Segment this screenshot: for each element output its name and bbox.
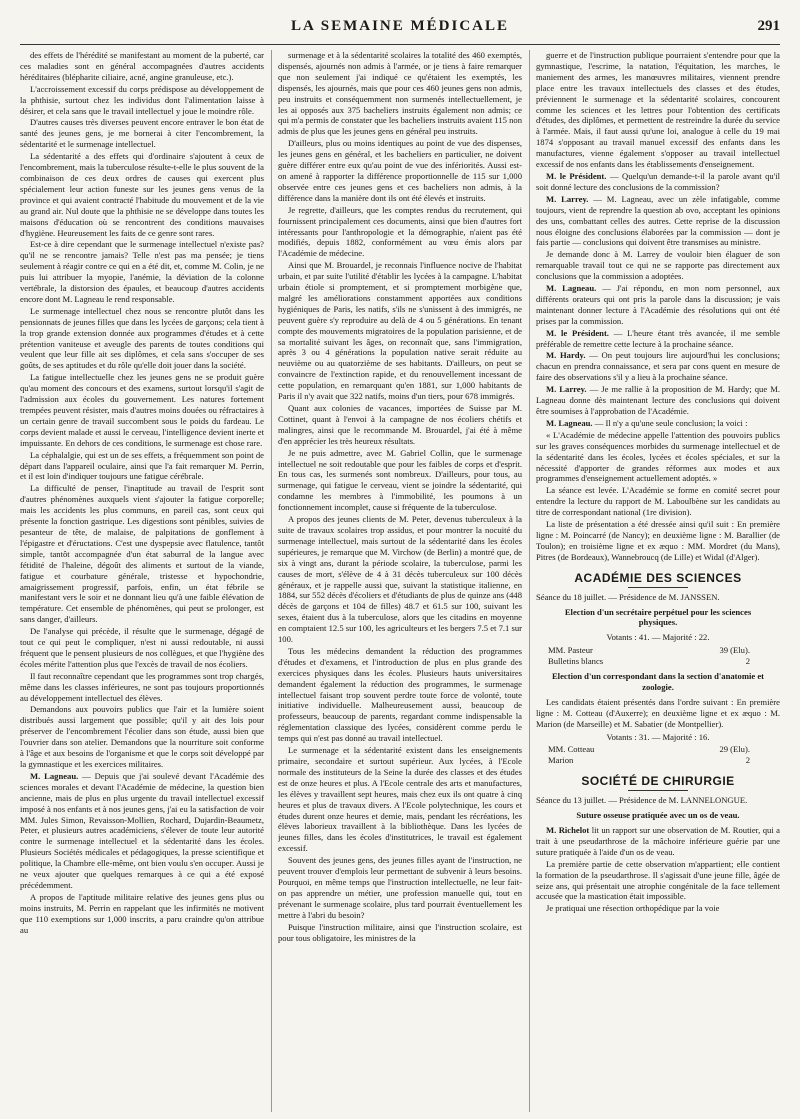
vote-count: Votants : 31. — Majorité : 16. (606, 731, 710, 742)
paragraph: Est-ce à dire cependant que le surmenage intellectuel n'existe pas? qu'il ne se rencontre jamais? Telle n'est pas ma pensée; je tiens seulement à réagir contre ce qui en a été dit, et, comme M. Colin, je ne puis lui attribuer la myopie, l'anémie, la déviation de la colonne vertébrale, la distorsion des épaules, et beaucoup d'autres accidents encore dont M. Lagneau le rend responsable. (20, 239, 264, 304)
speaker-name: M. Lagneau. (546, 283, 597, 294)
paragraph: A propos des jeunes clients de M. Peter, devenus tuberculeux à la suite de travaux scolaires trop assidus, et pour montrer la nocuité du surmenage intellectuel, mais surtout de la sédentarité dans les écoles supérieures, je remarque que M. Virchow (de Berlin) a montré que, de six à vingt ans, durant la période scolaire, la tuberculose, parmi les causes de mort, s'élève de 4 à 31 décès tuberculeux sur 100 décès généraux, et je rappelle aussi que, suivant la statistique italienne, en 1884, sur 552 décès d'écoliers et d'étudiants de plus de quinze ans (448 décès de garçons et 104 de filles) 48.7 et 61.5 sur 100, suivant les sexes, étaient dus à la tuberculose, alors que les citadins en moyenne en comptaient 12.5 sur 100, les agriculteurs et les bergers 7.5 et 7.1 sur 100. (278, 514, 522, 645)
vote-value: 39 (Elu). (719, 645, 750, 656)
election-title: Election d'un correspondant dans la section d'anatomie et zoologie. (551, 671, 765, 692)
vote-result-row (536, 744, 780, 755)
speech-text: — Depuis que j'ai soulevé devant l'Académie des sciences morales et devant l'Académie de médecine, la question bien ancienne, mais de plus en plus urgente du travail intellectuel excessif imposé à nos enfants et à nos jeunes gens, j'ai eu la satisfaction de voir MM. Jules Simon, Revaisson-Mollien, Rochard, Dujardin-Beaumetz, Peter, et plusieurs autres académiciens, s'élever de toute leur autorité contre le surmenage intellectuel et la sédentarité dans les écoles. Plusieurs Sociétés médicales et pédagogiques, la presse scientifique et politique, la Chambre elle-même, ont bien voulu s'en occuper. Aussi je ne veux ajouter que quelques remarques à ce qui a été exposé précédemment. (20, 770, 264, 890)
paragraph: La liste de présentation a été dressée ainsi qu'il suit : En première ligne : M. Poincarré (de Nancy); en deuxième ligne : M. Barallier (de Toulon); en troisième ligne et ex æquo : MM. Mordret (du Mans), Pitres (de Bordeaux), Wannebroucq (de Lille) et Widal (d'Alger). (536, 519, 780, 562)
paragraph: Je ne puis admettre, avec M. Gabriel Collin, que le surmenage intellectuel ne soit redoutable que pour les faibles de corps et d'esprit. En tous cas, les surmenés sont nombreux. D'ailleurs, pour tous, au surmenage, qui fatigue le cerveau, vient se joindre la sédentarité, qui condamne les membres à l'immobilité, les poumons à un fonctionnement incomplet, cause si fréquente de la tuberculose. (278, 447, 522, 513)
column-divider (271, 50, 272, 1112)
paragraph: Le surmenage et la sédentarité existent dans les enseignements primaire, secondaire et surtout supérieur. Aux lycées, à l'Ecole normale des instituteurs de la Seine la durée des classes et des études est de onze heures et plus. A l'Ecole centrale des arts et manufactures, les élèves y travaillent sept heures, mais chez eux ils ont quatre à cinq heures et plus de travaux divers. A l'Ecole polytechnique, les cours et études durent onze heures et demie, mais, pendant les récréations, les élèves laborieux travaillent à la bibliothèque. Dans les lycées de jeunes filles, dans les écoles d'institutrices, le travail est également excessif. (278, 745, 522, 854)
speech-paragraph (536, 328, 780, 350)
vote-value: 2 (745, 656, 750, 667)
paragraph: Souvent des jeunes gens, des jeunes filles ayant de l'instruction, ne peuvent trouver d'emplois leur permettant de subvenir à leurs besoins. Pourquoi, en même temps que l'instruction intellectuelle, ne leur fait-on pas apprendre un métier, une profession manuelle qui, tout en prévenant le surmenage scolaire, plus tard pourrait éventuellement les mettre à l'abri du besoin? (278, 855, 522, 920)
speaker-name: M. Richelot (546, 825, 590, 835)
paragraph: Demandons aux pouvoirs publics que l'air et la lumière soient distribués aussi largement que possible; qu'il y ait des lois pour préserver de l'encombrement l'écolier dans son étude, aussi bien que l'ouvrier dans son atelier. Demandons que la nourriture soit conforme à l'âge et aux besoins de l'organisme et que le corps soit développé par la gymnastique et les exercices militaires. (20, 704, 264, 769)
speech-paragraph (536, 825, 780, 858)
paragraph: La céphalalgie, qui est un de ses effets, a fréquemment son point de départ dans l'appareil oculaire, ainsi que l'a fait remarquer M. Perrin, et il est loin d'indiquer toujours une fatigue cérébrale. (20, 449, 264, 482)
paragraph: A propos de l'aptitude militaire relative des jeunes gens plus ou moins instruits, M. Perrin en rappelant que les infirmités ne motivent que 110 exemptions sur 1,000 inscrits, a paru craindre qu'on attribue au (20, 891, 264, 935)
speech-paragraph (536, 350, 780, 383)
section-title-sciences: ACADÉMIE DES SCIENCES (536, 573, 780, 588)
page-number: 291 (757, 18, 780, 34)
speech-paragraph (536, 194, 780, 249)
vote-name: MM. Pasteur (548, 645, 593, 656)
speech-text: — On peut toujours lire aujourd'hui les conclusions; chacun en prendra connaissance, et sera par cons quent en mesure de faire des observations s'il y a lieu à la prochaine séance. (536, 350, 780, 383)
speech-paragraph (536, 171, 780, 193)
speech-text: — Je me rallie à la proposition de M. Hardy; que M. Lagneau donne dès maintenant lecture des conclusions qui doivent être soumises à l'approbation de l'Académie. (536, 384, 780, 416)
paragraph: Ainsi que M. Brouardel, je reconnais l'influence nocive de l'habitat urbain, et par suite l'utilité d'établir les lycées à la campagne. L'habitat urbain étiole si promptement, et si promptement morbigène que, malgré les améliorations constamment apportées aux conditions hygiéniques de Paris, les natifs, s'ils ne s'unissent à des immigrés, ne peuvent guère s'y reproduire au delà de 4 ou 5 générations. En tenant compte des mouvements migratoires de la population parisienne, et de sa mortalité suivant les âges, on reconnaît que, sans l'immigration, après 3 ou 4 générations la population native serait réduite au neuvième ou au quatorzième de ses habitants. D'ailleurs, on peut se convaincre de l'extinction rapide, et du renouvellement incessant de cette population, en remarquant qu'en 1881, sur 1,000 habitants de Paris il n'y avait que 322 natifs, moins d'un tiers, pour 678 immigrés. (278, 260, 522, 402)
speech-paragraph (536, 384, 780, 417)
column-left (20, 50, 264, 1112)
speech-text: — J'ai répondu, en mon nom personnel, aux différents orateurs qui ont pris la parole dans la discussion; je vais maintenant donner lecture à l'Académie des résolutions qui ont été prises par la commission. (536, 283, 780, 326)
paragraph: des effets de l'hérédité se manifestant au moment de la puberté, car ces maladies sont en général accompagnées d'autres accidents héréditaires (blépharite ciliaire, acné, angine granuleuse, etc.). (20, 50, 264, 82)
paragraph: Les candidats étaient présentés dans l'ordre suivant : En première ligne : M. Cotteau (d'Auxerre); en deuxième ligne et ex æquo : M. Marion (de Marseille) et M. Sabatier (de Montpellier). (536, 696, 780, 729)
paragraph: D'ailleurs, plus ou moins identiques au point de vue des dispenses, les jeunes gens en général, et les bacheliers en particulier, ne doivent guère différer entre eux qu'au point de vue des infériorités. Aussi est-on amené à rapporter la différence proportionnelle de 115 sur 1,000 observée entre ces jeunes gens et ces bacheliers non admis, à la différence dans la manière dont ils ont été élevés et instruits. (278, 138, 522, 203)
speech-text: lit un rapport sur une observation de M. Routier, qui a trait à une pseudarthrose de la mâchoire inférieure guérie par une suture pratiquée à l'aide d'un os de veau. (536, 825, 780, 857)
speaker-name: M. Lagneau. (546, 417, 593, 428)
vote-name: MM. Cotteau (548, 744, 595, 755)
vote-count: Votants : 41. — Majorité : 22. (606, 632, 710, 643)
article-columns (20, 50, 780, 1112)
vote-name: Bulletins blancs (548, 656, 604, 667)
paragraph: Puisque l'instruction militaire, ainsi que l'instruction scolaire, est pour tous obligatoire, les ministres de la (278, 921, 522, 943)
speech-paragraph (20, 771, 264, 891)
vote-value: 29 (Elu). (719, 744, 750, 755)
speech-paragraph (536, 418, 780, 429)
vote-result-row (536, 755, 780, 766)
speech-text: — M. Lagneau, avec un zèle infatigable, comme toujours, vient de reprendre la question ab ovo, acceptant les opinions des uns, combattant celles des autres. Cette reprise de la discussion nous éloigne des conclusions élaborées par la commission — dont je fais partie — conclusions qui doivent être transmises au ministre. (536, 193, 780, 248)
page-header (20, 12, 780, 45)
paragraph: Tous les médecins demandent la réduction des programmes d'études et d'examens, et l'introduction de plus en plus grande des exercices physiques dans les écoles. Plusieurs hauts universitaires demandent également la réduction des programmes, le surmenage intellectuel faisant trop souvent perdre toute force de volonté, toute initiative individuelle. Malheureusement aussi, beaucoup de professeurs, beaucoup de parents, regardant comme indispensable la réglementation classique des lycées, considèrent comme perdu le temps qui n'est pas donné au travail intellectuel. (278, 645, 522, 744)
paragraph: Je regrette, d'ailleurs, que les comptes rendus du recrutement, qui fournissent principalement ces documents, ainsi que bien d'autres fort intéressants pour l'anthropologie et la démographie, n'aient pas été modifiés, depuis 1882, conformément au vœu émis alors par l'Académie de médecine. (278, 204, 522, 259)
speaker-name: M. Lagneau. (30, 770, 79, 781)
paragraph: La difficulté de penser, l'inaptitude au travail de l'esprit sont d'autres phénomènes auxquels vient s'ajouter la fatigue corporelle; mais les accidents les plus communs, en pareil cas, sont ceux qui présente la fonction gastrique. Les digestions sont pénibles, suivies de pesanteur de tête, de malaise, de palpitations de gonflement à l'épigastre et d'éructations. C'est une dyspepsie avec flatulence, tantôt simple, tantôt accompagnée d'un état saburral de la langue avec fétidité de l'haleine, dégoût des aliments et surtout de la viande, fatigue et courbature générale, tristesse et hypochondrie, amaigrissement progressif, parfois, enfin, un état fébrile se manifestant vers le soir et ne donnant lieu qu'à une faible élévation de température. Cet ensemble de phénomènes, qui peut se prolonger, est sans danger, d'ailleurs. (20, 483, 264, 625)
column-divider (529, 50, 530, 1112)
section-title-surgery: SOCIÉTÉ DE CHIRURGIE (536, 776, 780, 791)
paragraph: guerre et de l'instruction publique pourraient s'entendre pour que la gymnastique, l'escrime, la natation, l'équitation, les marches, le maniement des armes, les manœuvres militaires, viennent prendre place entre les travaux intellectuels des classes et des études, préviennent le surmenage et la sédentarité scolaires, concourent comme les sciences et les lettres pour l'obtention des certificats d'études, des diplômes, et permettent de restreindre la durée du service à l'armée. Mais, il faut aussi qu'une loi, analogue à celle du 19 mai 1874 s'opposant au travail manuel excessif des enfants dans les manufactures, vienne également s'opposer au travail intellectuel excessif de nos enfants dans les établissements d'enseignement. (536, 50, 780, 170)
speaker-name: M. le Président. (546, 327, 609, 338)
column-right (536, 50, 780, 1112)
speaker-name: M. le Président. (546, 170, 607, 181)
election-title: Election d'un secrétaire perpétuel pour les sciences physiques. (564, 606, 752, 628)
paragraph: De l'analyse qui précède, il résulte que le surmenage, dégagé de tout ce qui peut le compliquer, n'est ni aussi redoutable, ni aussi fréquent que le pensent plusieurs de nos collègues, et que l'hygiène des écoles mérite l'attention plus que l'excès de travail de nos écoliers. (20, 626, 264, 669)
paragraph: L'accroissement excessif du corps prédispose au développement de la phthisie, surtout chez les individus dont l'alimentation laisse à désirer, et cela sans que le travail intellectuel y joue le moindre rôle. (20, 83, 264, 116)
vote-value: 2 (745, 755, 750, 766)
vote-result-row (536, 645, 780, 656)
speech-text: — Il n'y a qu'une seule conclusion; la voici : (594, 417, 748, 428)
speech-text: — L'heure étant très avancée, il me semble préférable de remettre cette lecture à la prochaine séance. (536, 327, 780, 349)
paragraph: D'autres causes très diverses peuvent encore entraver le bon état de santé des jeunes gens, je me bornerai à citer l'encombrement, la sédentarité et le surmenage intellectuel. (20, 117, 264, 150)
paragraph: La fatigue intellectuelle chez les jeunes gens ne se produit guère qu'au moment des concours et des examens, surtout lorsqu'il s'agit de l'admission aux écoles du gouvernement. Les natures fortement trempées peuvent résister, mais d'autres moins douées ou réfractaires à un certain genre de travail succombent sous le poids du fardeau. Le corps devient malade et aussi le cerveau, l'intelligence devient inerte et impuissante. En dehors de ces conditions, le surmenage est chose rare. (20, 372, 264, 448)
speaker-name: M. Larrey. (546, 384, 587, 395)
paragraph: surmenage et à la sédentarité scolaires la totalité des 460 exemptés, dispensés, ajournés non admis à l'armée, or je tiens à faire remarquer que non seulement j'ai indiqué ce qu'étaient les exemptés, les dispensés, les ajournés, mais que pour ces 460 jeunes gens non admis, peu instruits et conséquemment non surmenés intellectuellement, je les ai opposés aux 375 bacheliers instruits également non admis; ce qui m'a permis de constater que les bacheliers instruits avaient 115 non admis de plus que les jeunes gens en général peu instruits. (278, 50, 522, 137)
speaker-name: M. Larrey. (546, 193, 589, 204)
paragraph: La séance est levée. L'Académie se forme en comité secret pour entendre la lecture du rapport de M. Laboulbène sur les candidats au titre de correspondant national (1re division). (536, 485, 780, 518)
conclusion-quote: « L'Académie de médecine appelle l'attention des pouvoirs publics sur les graves conséquences morbides du surmenage intellectuel et de la sédentarité dans les écoles, lycées et écoles spéciales, et sur la nécessité d'apporter de grandes réformes aux modes et aux programmes d'enseignement actuellement adoptés. » (536, 429, 780, 484)
session-line: Séance du 18 juillet. — Présidence de M. JANSSEN. (536, 591, 720, 602)
speech-paragraph (536, 283, 780, 327)
paper-title: Suture osseuse pratiquée avec un os de veau. (576, 810, 740, 821)
paragraph: Il faut reconnaître cependant que les programmes sont trop chargés, même dans les classes inférieures, ne sont pas toujours proportionnés au développement intellectuel des élèves. (20, 670, 264, 703)
paragraph: La première partie de cette observation m'appartient; elle contient la formation de la pseudarthrose. Il s'agissait d'une jeune fille, âgée de seize ans, qui présentait une atrophie congénitale de la face tellement accusée que la mastication était impossible. (536, 858, 780, 902)
paragraph (536, 249, 780, 282)
session-line: Séance du 13 juillet. — Présidence de M. LANNELONGUE. (536, 795, 748, 806)
paragraph: Je pratiquai une résection orthopédique par la voie (546, 903, 720, 914)
speaker-name: M. Hardy. (546, 350, 586, 361)
speech-text: — Quelqu'un demande-t-il la parole avant qu'il soit donné lecture des conclusions de la commission? (536, 170, 780, 192)
paragraph: Le surmenage intellectuel chez nous se rencontre plutôt dans les pensionnats de jeunes filles que dans les lycées de garçons; cela tient à la trop grande extension donnée aux programmes d'études et à cette prétention vaniteuse et aveugle des parents de toutes conditions qui veulent que leur fille ait ses diplômes, et cela sans s'occuper de ses goûts, de ses aptitudes et du rôle qu'elle doit jouer dans la société. (20, 305, 264, 371)
speech-text: Je demande donc à M. Larrey de vouloir bien élaguer de son remarquable travail tout ce qui ne se rapporte pas directement aux conclusions que la commission a adoptées. (536, 249, 780, 282)
vote-name: Marion (548, 755, 574, 766)
paragraph: Quant aux colonies de vacances, importées de Suisse par M. Cottinet, quant à l'envoi à la campagne de nos écoliers chétifs et malingres, ainsi que le recommande M. Brouardel, j'ai été à même d'en apprécier les très heureux résultats. (278, 403, 522, 446)
vote-result-row (536, 656, 780, 667)
journal-title: LA SEMAINE MÉDICALE (290, 18, 510, 34)
paragraph: La sédentarité a des effets qui d'ordinaire s'ajoutent à ceux de l'encombrement, mais la tuberculose résulte-t-elle le plus souvent de la combinaison de ces deux ordres de causes qui exercent plus spécialement leur action funeste sur les jeunes gens venus de la province et qui avaient contracté l'habitude du mouvement et de la vie au grand air. Nul doute que la phthisie ne se développe dans toutes les maisons d'éducation où se rencontrent des conditions mauvaises d'hygiène. Heureusement les faits de ce genre sont rares. (20, 151, 264, 238)
column-middle (278, 50, 522, 1112)
